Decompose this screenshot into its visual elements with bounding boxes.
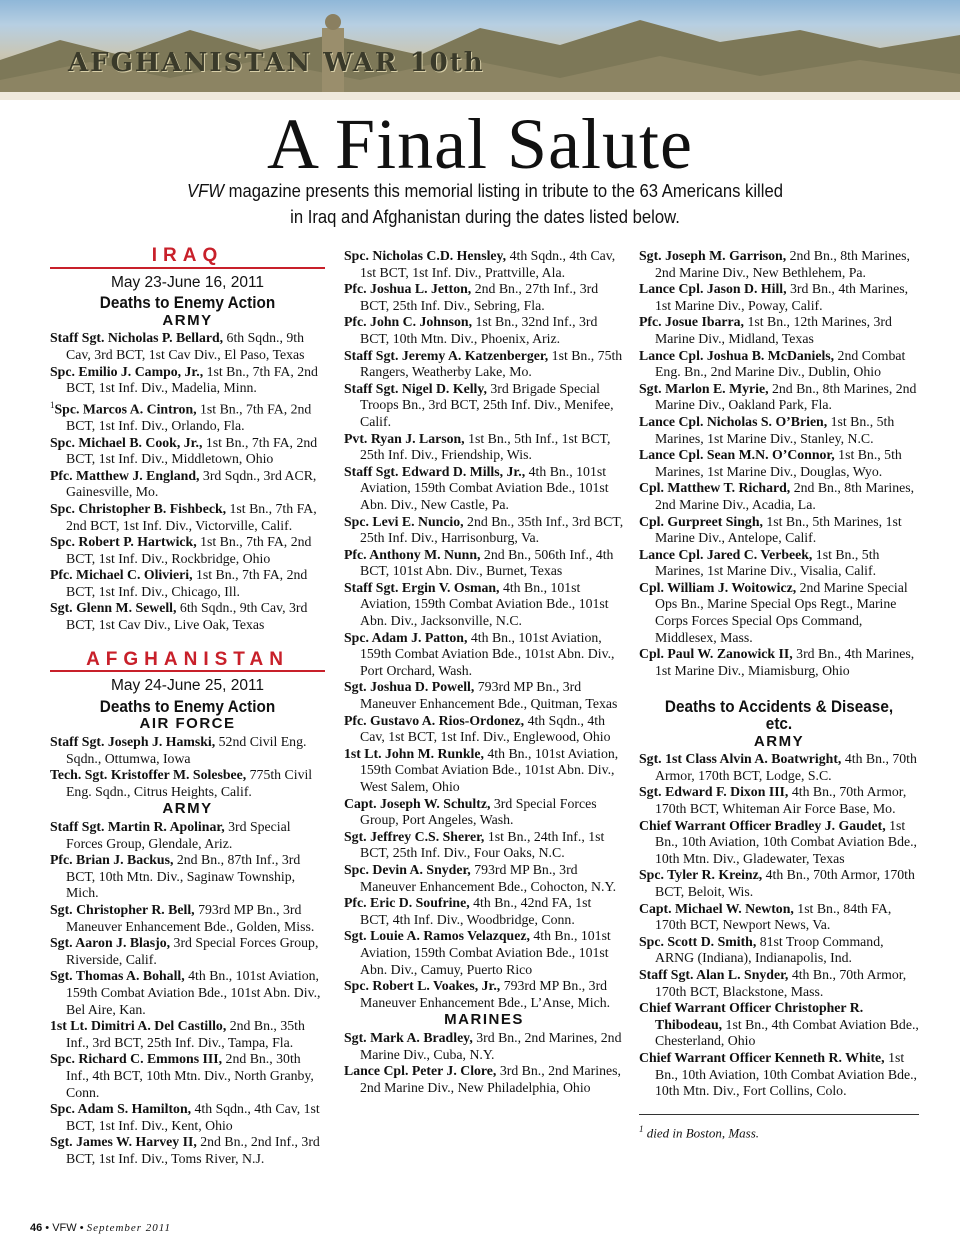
casualty-unit-hometown: 3rd Special Forces Group, Riverside, Calif. — [66, 935, 319, 967]
casualty-name: Sgt. Edward F. Dixon III, — [639, 784, 789, 800]
casualty-unit-hometown: 4th Bn., 101st Aviation, 159th Combat Aviation Bde., 101st Abn. Div., Bel Aire, Kan. — [66, 968, 321, 1017]
column-1 — [50, 245, 325, 1167]
casualty-entry — [50, 819, 325, 852]
casualty-unit-hometown: 3rd Bn., 2nd Marines, 2nd Marine Div., New Philadelphia, Ohio — [360, 1063, 621, 1095]
casualty-entry — [344, 514, 624, 547]
iraq-dates: May 23-June 16, 2011 — [110, 273, 265, 291]
casualty-unit-hometown: 1st Bn., 10th Aviation, 10th Combat Aviation Bde., 10th Mtn. Div., Gladewater, Texas — [655, 817, 918, 866]
casualty-entry — [50, 468, 325, 501]
casualty-unit-hometown: 4th Bn., 101st Aviation, 159th Combat Aviation Bde., 101st Abn. Div., West Salem, Ohio — [360, 745, 619, 794]
casualty-entry — [344, 862, 624, 895]
casualty-unit-hometown: 81st Troop Command, ARNG (Indiana), Indianapolis, Ind. — [655, 933, 884, 966]
casualty-entry — [639, 967, 919, 1000]
casualty-name: Staff Sgt. Alan L. Snyder, — [639, 966, 789, 982]
casualty-name: Pfc. Brian J. Backus, — [50, 852, 174, 868]
casualty-name: Spc. Tyler R. Kreinz, — [639, 867, 763, 883]
casualty-name: Pvt. Ryan J. Larson, — [344, 430, 465, 446]
casualty-name: Spc. Michael B. Cook, Jr., — [50, 434, 203, 450]
casualty-unit-hometown: 3rd Special Forces Group, Glendale, Ariz. — [66, 819, 291, 851]
casualty-unit-hometown: 3rd Brigade Special Troops Bn., 3rd BCT, 25th Inf. Div., Menifee, Calif. — [360, 380, 614, 429]
casualty-entry — [50, 567, 325, 600]
casualty-name: Lance Cpl. Sean M.N. O’Connor, — [639, 447, 835, 463]
casualty-name: Lance Cpl. Nicholas S. O’Brien, — [639, 413, 828, 429]
casualty-unit-hometown: 4th Bn., 70th Armor, 170th BCT, Blackstone, Mass. — [655, 966, 907, 999]
casualty-entry — [639, 381, 919, 414]
casualty-entry — [50, 852, 325, 902]
casualty-name: Lance Cpl. Peter J. Clore, — [344, 1063, 497, 1079]
casualty-entry — [50, 935, 325, 968]
casualty-entry — [50, 968, 325, 1018]
casualty-entry — [50, 1051, 325, 1101]
casualty-name: Staff Sgt. Nigel D. Kelly, — [344, 380, 487, 396]
casualty-entry — [50, 330, 325, 363]
casualty-entry — [50, 734, 325, 767]
casualty-name: Sgt. Joshua D. Powell, — [344, 679, 475, 695]
casualty-entry — [344, 978, 624, 1011]
casualty-entry — [50, 1018, 325, 1051]
casualty-entry — [50, 435, 325, 468]
casualty-name: Spc. Marcos A. Cintron, — [54, 401, 197, 417]
casualty-unit-hometown: 1st Bn., 24th Inf., 1st BCT, 25th Inf. Div., Four Oaks, N.C. — [360, 828, 605, 861]
casualty-unit-hometown: 4th Sqdn., 4th Cav, 1st BCT, 1st Inf. Div., Prattville, Ala. — [360, 248, 616, 280]
casualty-entry — [639, 867, 919, 900]
page-footer — [30, 1222, 171, 1234]
afghanistan-subhead: Deaths to Enemy Action — [99, 696, 276, 716]
casualty-name: Pfc. Matthew J. England, — [50, 467, 200, 483]
casualty-entry — [50, 600, 325, 633]
page-number: 46 — [30, 1222, 43, 1234]
casualty-name: Spc. Adam J. Patton, — [344, 629, 468, 645]
casualty-entry — [344, 281, 624, 314]
casualty-entry — [344, 928, 624, 978]
casualty-unit-hometown: 1st Bn., 7th FA, 2nd BCT, 1st Inf. Div., Rockbridge, Ohio — [66, 534, 312, 566]
casualty-name: Lance Cpl. Jared C. Verbeek, — [639, 546, 813, 562]
accidents-subhead: Deaths to Accidents & Disease, etc. — [664, 697, 894, 734]
casualty-unit-hometown: 1st Bn., 5th Marines, 1st Marine Div., Antelope, Calif. — [655, 513, 902, 546]
casualty-name: Lance Cpl. Jason D. Hill, — [639, 281, 787, 297]
afghanistan-marines-label: MARINES — [444, 1011, 524, 1029]
casualty-unit-hometown: 1st Bn., 7th FA, 2nd BCT, 1st Inf. Div., Middletown, Ohio — [66, 434, 318, 467]
casualty-name: Cpl. William J. Woitowicz, — [639, 579, 797, 595]
casualty-entry — [639, 547, 919, 580]
casualty-name: Pfc. Joshua L. Jetton, — [344, 281, 472, 297]
casualty-entry — [344, 679, 624, 712]
afghanistan-marines-list-part-1 — [344, 1030, 624, 1096]
casualty-name: Cpl. Paul W. Zanowick II, — [639, 646, 793, 662]
casualty-unit-hometown: 1st Bn., 84th FA, 170th BCT, Newport News, Va. — [655, 900, 892, 933]
intro-text — [184, 178, 787, 230]
casualty-name: Pfc. Michael C. Olivieri, — [50, 567, 193, 583]
casualty-unit-hometown: 3rd Bn., 4th Marines, 1st Marine Div., Miamisburg, Ohio — [655, 646, 915, 678]
casualty-entry — [639, 818, 919, 868]
casualty-entry — [50, 364, 325, 397]
casualty-unit-hometown: 793rd MP Bn., 3rd Maneuver Enhancement Bde., L’Anse, Mich. — [360, 978, 611, 1010]
casualty-name: Spc. Scott D. Smith, — [639, 933, 757, 949]
casualty-name: 1st Lt. Dimitri A. Del Castillo, — [50, 1018, 227, 1034]
afghanistan-army-label: ARMY — [162, 800, 213, 818]
iraq-army-label: ARMY — [162, 311, 213, 329]
magazine-name: VFW — [187, 180, 225, 201]
afghanistan-army-list-part-1 — [50, 819, 325, 1167]
casualty-entry — [639, 480, 919, 513]
casualty-unit-hometown: 775th Civil Eng. Sqdn., Citrus Heights, Calif. — [66, 767, 313, 799]
casualty-entry — [344, 746, 624, 796]
casualty-unit-hometown: 4th Bn., 101st Aviation, 159th Combat Aviation Bde., 101st Abn. Div., New Castle, Pa. — [360, 463, 609, 512]
casualty-entry — [344, 431, 624, 464]
casualty-unit-hometown: 4th Bn., 42nd FA, 1st BCT, 4th Inf. Div., Woodbridge, Conn. — [360, 895, 592, 927]
casualty-name: Sgt. Christopher R. Bell, — [50, 901, 195, 917]
casualty-name: Pfc. Eric D. Soufrine, — [344, 895, 470, 911]
casualty-entry — [344, 1063, 624, 1096]
afghanistan-dates: May 24-June 25, 2011 — [110, 677, 265, 695]
casualty-name: Sgt. Marlon E. Myrie, — [639, 380, 769, 396]
column-3 — [639, 248, 919, 1142]
casualty-entry — [344, 1030, 624, 1063]
casualty-unit-hometown: 4th Bn., 101st Aviation, 159th Combat Aviation Bde., 101st Abn. Div., Port Orchard, Wash. — [360, 629, 615, 678]
casualty-name: Sgt. Mark A. Bradley, — [344, 1029, 473, 1045]
casualty-unit-hometown: 4th Bn., 70th Armor, 170th BCT, Beloit, Wis. — [655, 867, 915, 899]
column-2 — [344, 248, 624, 1096]
casualty-unit-hometown: 6th Sqdn., 9th Cav, 3rd BCT, 1st Cav Div., Live Oak, Texas — [66, 600, 308, 633]
casualty-name: Pfc. Gustavo A. Rios-Ordonez, — [344, 712, 525, 728]
casualty-name: Sgt. Jeffrey C.S. Sherer, — [344, 828, 485, 844]
casualty-unit-hometown: 1st Bn., 5th Marines, 1st Marine Div., Visalia, Calif. — [655, 546, 880, 579]
casualty-unit-hometown: 3rd Bn., 4th Marines, 1st Marine Div., Poway, Calif. — [655, 281, 909, 313]
casualty-name: Staff Sgt. Nicholas P. Bellard, — [50, 330, 224, 346]
casualty-entry — [639, 414, 919, 447]
casualty-entry — [639, 580, 919, 646]
casualty-unit-hometown: 4th Bn., 70th Armor, 170th BCT, Lodge, S.C. — [655, 751, 917, 783]
casualty-entry — [639, 314, 919, 347]
casualty-unit-hometown: 6th Sqdn., 9th Cav, 3rd BCT, 1st Cav Div., El Paso, Texas — [66, 330, 305, 362]
casualty-unit-hometown: 4th Bn., 70th Armor, 170th BCT, Whiteman Air Force Base, Mo. — [655, 784, 907, 816]
casualty-unit-hometown: 3rd Sqdn., 3rd ACR, Gainesville, Mo. — [66, 467, 317, 500]
casualty-name: Capt. Michael W. Newton, — [639, 900, 794, 916]
casualty-entry — [344, 713, 624, 746]
casualty-unit-hometown: 4th Sqdn., 4th Cav, 1st BCT, 1st Inf. Div., Kent, Ohio — [66, 1101, 320, 1133]
casualty-unit-hometown: 793rd MP Bn., 3rd Maneuver Enhancement Bde., Quitman, Texas — [360, 679, 618, 712]
footer-separator: • VFW • — [42, 1222, 87, 1234]
casualty-entry — [639, 248, 919, 281]
casualty-unit-hometown: 2nd Combat Eng. Bn., 2nd Marine Div., Dublin, Ohio — [655, 347, 906, 380]
casualty-name: Sgt. Louie A. Ramos Velazquez, — [344, 928, 530, 944]
casualty-name: Spc. Robert L. Voakes, Jr., — [344, 978, 501, 994]
casualty-entry — [50, 397, 325, 435]
casualty-entry — [344, 829, 624, 862]
casualty-unit-hometown: 2nd Bn., 506th Inf., 4th BCT, 101st Abn. Div., Burnet, Texas — [360, 546, 614, 579]
casualty-name: Lance Cpl. Joshua B. McDaniels, — [639, 347, 835, 363]
casualty-name: Spc. Devin A. Snyder, — [344, 861, 471, 877]
casualty-name: Cpl. Gurpreet Singh, — [639, 513, 763, 529]
casualty-entry — [639, 784, 919, 817]
casualty-entry — [639, 934, 919, 967]
casualty-unit-hometown: 52nd Civil Eng. Sqdn., Ottumwa, Iowa — [66, 734, 307, 766]
casualty-name: Cpl. Matthew T. Richard, — [639, 480, 791, 496]
casualty-name: Sgt. Glenn M. Sewell, — [50, 600, 177, 616]
casualty-entry — [50, 1134, 325, 1167]
casualty-entry — [639, 646, 919, 679]
casualty-name: Spc. Levi E. Nuncio, — [344, 513, 464, 529]
casualty-entry — [344, 314, 624, 347]
casualty-entry — [639, 348, 919, 381]
afghanistan-marines-list-part-2 — [639, 248, 919, 679]
casualty-unit-hometown: 4th Sqdn., 4th Cav, 1st BCT, 1st Inf. Div., Englewood, Ohio — [360, 712, 611, 745]
casualty-unit-hometown: 2nd Bn., 8th Marines, 2nd Marine Div., Acadia, La. — [655, 480, 915, 512]
casualty-name: Staff Sgt. Edward D. Mills, Jr., — [344, 463, 526, 479]
casualty-name: Spc. Robert P. Hartwick, — [50, 534, 197, 550]
accidents-army-label: ARMY — [753, 732, 805, 750]
afghanistan-heading: AFGHANISTAN — [50, 652, 325, 673]
casualty-name: Spc. Christopher B. Fishbeck, — [50, 500, 227, 516]
casualty-entry — [344, 630, 624, 680]
casualty-name: Spc. Adam S. Hamilton, — [50, 1101, 192, 1117]
casualty-name: Capt. Joseph W. Schultz, — [344, 795, 491, 811]
casualty-entry — [50, 1101, 325, 1134]
casualty-unit-hometown: 1st Bn., 7th FA, 2nd BCT, 1st Inf. Div., Chicago, Ill. — [66, 567, 308, 599]
iraq-heading: IRAQ — [50, 248, 325, 269]
casualty-entry — [50, 501, 325, 534]
casualty-unit-hometown: 3rd Special Forces Group, Port Angeles, Wash. — [360, 795, 597, 828]
casualty-name: Staff Sgt. Jeremy A. Katzenberger, — [344, 347, 549, 363]
casualty-entry — [344, 348, 624, 381]
casualty-name: Staff Sgt. Ergin V. Osman, — [344, 579, 500, 595]
footnote-mark: 1 — [639, 1123, 644, 1134]
casualty-entry — [344, 580, 624, 630]
page-title: A Final Salute — [267, 104, 693, 184]
casualty-name: Chief Warrant Officer Kenneth R. White, — [639, 1049, 885, 1065]
footnote-text: died in Boston, Mass. — [643, 1125, 760, 1141]
casualty-unit-hometown: 4th Bn., 101st Aviation, 159th Combat Aviation Bde., 101st Abn. Div., Jacksonville, N.C. — [360, 579, 609, 629]
casualty-unit-hometown: 1st Bn., 5th Marines, 1st Marine Div., Douglas, Wyo. — [655, 447, 902, 479]
casualty-unit-hometown: 1st Bn., 5th Marines, 1st Marine Div., Stanley, N.C. — [655, 413, 895, 446]
casualty-entry — [639, 447, 919, 480]
casualty-unit-hometown: 2nd Bn., 2nd Inf., 3rd BCT, 1st Inf. Div., Toms River, N.J. — [66, 1134, 320, 1166]
casualty-name: Staff Sgt. Martin R. Apolinar, — [50, 819, 225, 834]
intro-body: magazine presents this memorial listing in tribute to the 63 Americans killed in Iraq and Afghanistan during the dates listed below. — [224, 180, 783, 227]
casualty-entry — [639, 751, 919, 784]
casualty-name: Sgt. Joseph M. Garrison, — [639, 248, 787, 263]
casualty-name: Sgt. Thomas A. Bohall, — [50, 968, 185, 984]
casualty-entry — [344, 895, 624, 928]
casualty-entry — [50, 902, 325, 935]
casualty-name: Spc. Emilio J. Campo, Jr., — [50, 363, 204, 379]
iraq-subhead: Deaths to Enemy Action — [99, 293, 276, 313]
casualty-unit-hometown: 2nd Marine Special Ops Bn., Marine Special Ops Regt., Marine Corps Forces Special Ops Command, Middlesex, Mass. — [655, 579, 908, 645]
casualty-name: Chief Warrant Officer Christopher R. Thibodeau, — [639, 1000, 864, 1032]
footnote — [639, 1114, 919, 1142]
casualty-name: Spc. Nicholas C.D. Hensley, — [344, 248, 507, 263]
casualty-unit-hometown: 793rd MP Bn., 3rd Maneuver Enhancement Bde., Cohocton, N.Y. — [360, 861, 617, 894]
casualty-unit-hometown: 2nd Bn., 27th Inf., 3rd BCT, 25th Inf. Div., Sebring, Fla. — [360, 281, 599, 313]
footnote-marker: 1 — [50, 399, 55, 410]
accidents-army-list — [639, 751, 919, 1099]
banner-title: AFGHANISTAN WAR 10th — [68, 48, 485, 78]
casualty-unit-hometown: 3rd Bn., 2nd Marines, 2nd Marine Div., Cuba, N.Y. — [360, 1029, 622, 1062]
iraq-army-list — [50, 330, 325, 633]
casualty-unit-hometown: 1st Bn., 7th FA, 2nd BCT, 1st Inf. Div., Victorville, Calif. — [66, 500, 317, 533]
casualty-entry — [639, 281, 919, 314]
casualty-name: Sgt. James W. Harvey II, — [50, 1134, 197, 1150]
casualty-unit-hometown: 2nd Bn., 30th Inf., 4th BCT, 10th Mtn. Div., North Granby, Conn. — [66, 1051, 314, 1100]
casualty-entry — [639, 901, 919, 934]
casualty-name: Pfc. Anthony M. Nunn, — [344, 546, 481, 562]
casualty-name: 1st Lt. John M. Runkle, — [344, 745, 484, 761]
casualty-unit-hometown: 2nd Bn., 8th Marines, 2nd Marine Div., New Bethlehem, Pa. — [655, 248, 910, 280]
casualty-name: Tech. Sgt. Kristoffer M. Solesbee, — [50, 767, 247, 783]
casualty-entry — [344, 464, 624, 514]
casualty-unit-hometown: 2nd Bn., 87th Inf., 3rd BCT, 10th Mtn. Div., Saginaw Township, Mich. — [66, 852, 301, 901]
casualty-entry — [639, 1050, 919, 1100]
header-banner — [0, 0, 960, 100]
casualty-entry — [344, 547, 624, 580]
casualty-entry — [639, 514, 919, 547]
casualty-entry — [344, 381, 624, 431]
casualty-unit-hometown: 1st Bn., 75th Rangers, Weatherby Lake, Mo. — [360, 347, 623, 380]
casualty-unit-hometown: 1st Bn., 7th FA, 2nd BCT, 1st Inf. Div., Orlando, Fla. — [66, 401, 312, 433]
casualty-name: Staff Sgt. Joseph J. Hamski, — [50, 734, 216, 750]
casualty-unit-hometown: 1st Bn., 32nd Inf., 3rd BCT, 10th Mtn. Div., Phoenix, Ariz. — [360, 314, 598, 346]
casualty-unit-hometown: 1st Bn., 10th Aviation, 10th Combat Aviation Bde., 10th Mtn. Div., Fort Collins, Colo. — [655, 1049, 918, 1099]
casualty-name: Spc. Richard C. Emmons III, — [50, 1051, 223, 1067]
casualty-name: Sgt. 1st Class Alvin A. Boatwright, — [639, 751, 842, 767]
casualty-unit-hometown: 2nd Bn., 35th Inf., 3rd BCT, 25th Inf. Div., Tampa, Fla. — [66, 1018, 305, 1050]
casualty-unit-hometown: 1st Bn., 5th Inf., 1st BCT, 25th Inf. Div., Friendship, Wis. — [360, 430, 611, 463]
casualty-unit-hometown: 1st Bn., 7th FA, 2nd BCT, 1st Inf. Div., Madelia, Minn. — [66, 363, 318, 396]
casualty-unit-hometown: 793rd MP Bn., 3rd Maneuver Enhancement Bde., Golden, Miss. — [66, 901, 315, 934]
casualty-unit-hometown: 1st Bn., 12th Marines, 3rd Marine Div., Midland, Texas — [655, 314, 892, 346]
afghanistan-airforce-list — [50, 734, 325, 800]
casualty-entry — [50, 534, 325, 567]
afghanistan-airforce-label: AIR FORCE — [139, 715, 236, 733]
casualty-unit-hometown: 4th Bn., 101st Aviation, 159th Combat Aviation Bde., 101st Abn. Div., Camuy, Puerto Rico — [360, 928, 611, 977]
casualty-name: Sgt. Aaron J. Blasjo, — [50, 935, 171, 951]
casualty-entry — [344, 796, 624, 829]
casualty-name: Chief Warrant Officer Bradley J. Gaudet, — [639, 817, 886, 833]
casualty-entry — [50, 767, 325, 800]
casualty-name: Pfc. Josue Ibarra, — [639, 314, 744, 330]
casualty-unit-hometown: 2nd Bn., 8th Marines, 2nd Marine Div., Oakland Park, Fla. — [655, 380, 917, 413]
casualty-name: Pfc. John C. Johnson, — [344, 314, 473, 330]
casualty-entry — [639, 1000, 919, 1050]
casualty-entry — [344, 248, 624, 281]
casualty-unit-hometown: 1st Bn., 4th Combat Aviation Bde., Chesterland, Ohio — [655, 1016, 919, 1049]
afghanistan-army-list-part-2 — [344, 248, 624, 1011]
casualty-unit-hometown: 2nd Bn., 35th Inf., 3rd BCT, 25th Inf. Div., Harrisonburg, Va. — [360, 513, 624, 546]
issue-date: September 2011 — [86, 1222, 171, 1234]
